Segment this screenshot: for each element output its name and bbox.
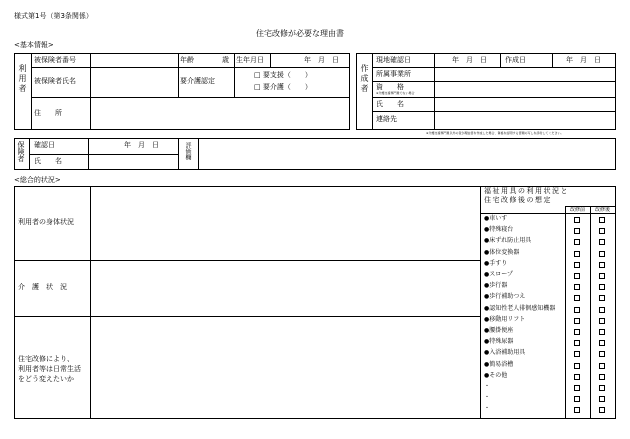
before-checkbox[interactable] bbox=[574, 396, 580, 402]
goal-field[interactable] bbox=[92, 318, 478, 417]
body-status-field[interactable] bbox=[92, 188, 478, 258]
birth-date-label: 生年月日 bbox=[236, 56, 264, 64]
after-checkbox[interactable] bbox=[599, 217, 605, 223]
site-check-date-label: 現地確認日 bbox=[376, 56, 411, 64]
before-checkbox[interactable] bbox=[574, 239, 580, 245]
before-checkbox[interactable] bbox=[574, 251, 580, 257]
created-date-label: 作成日 bbox=[505, 56, 526, 64]
welfare-item-label: ●体位変換器 bbox=[484, 248, 520, 256]
care-status-field[interactable] bbox=[92, 262, 478, 314]
evaluation-label: 評価欄 bbox=[184, 142, 191, 160]
welfare-item-label: ●歩行補助つえ bbox=[484, 293, 526, 301]
address-field[interactable] bbox=[92, 99, 348, 129]
after-checkbox[interactable] bbox=[599, 307, 605, 313]
welfare-item-label: ●スロープ bbox=[484, 271, 513, 278]
after-checkbox[interactable] bbox=[599, 407, 605, 413]
welfare-item-label: ●認知性老人徘徊感知機器 bbox=[484, 304, 556, 312]
after-checkbox[interactable] bbox=[599, 262, 605, 268]
before-checkbox[interactable] bbox=[574, 217, 580, 223]
after-checkbox[interactable] bbox=[599, 340, 605, 346]
insured-number-field[interactable] bbox=[92, 55, 176, 66]
welfare-item-label: ●その他 bbox=[484, 371, 508, 379]
created-date-value[interactable]: 年 月 日 bbox=[566, 56, 601, 64]
before-checkbox[interactable] bbox=[574, 385, 580, 391]
care-option[interactable]: □ 要介護（ ） bbox=[254, 83, 312, 91]
after-checkbox[interactable] bbox=[599, 396, 605, 402]
after-checkbox[interactable] bbox=[599, 318, 605, 324]
before-checkbox[interactable] bbox=[574, 363, 580, 369]
welfare-item-label: ・ bbox=[484, 383, 491, 390]
welfare-item-label: ●簡易浴槽 bbox=[484, 360, 514, 368]
overall-row-body: 利用者の身体状況 bbox=[18, 218, 74, 226]
welfare-item-label: ●車いす bbox=[484, 215, 508, 222]
address-label: 住 所 bbox=[34, 109, 62, 117]
welfare-item-label: ●歩行器 bbox=[484, 282, 508, 290]
after-checkbox[interactable] bbox=[599, 374, 605, 380]
before-checkbox[interactable] bbox=[574, 307, 580, 313]
page-title: 住宅改修が必要な理由書 bbox=[256, 29, 344, 38]
welfare-item-label: ●特殊尿器 bbox=[484, 338, 514, 346]
basic-info-label: <基本情報> bbox=[14, 41, 54, 49]
after-checkbox[interactable] bbox=[599, 363, 605, 369]
insured-name-field[interactable] bbox=[92, 69, 176, 96]
after-checkbox[interactable] bbox=[599, 385, 605, 391]
col-before-label: 改修前 bbox=[570, 207, 586, 213]
before-checkbox[interactable] bbox=[574, 284, 580, 290]
birth-date-value[interactable]: 年 月 日 bbox=[304, 56, 339, 64]
site-check-date-value[interactable]: 年 月 日 bbox=[452, 56, 487, 64]
welfare-item-label: ●入浴補助用具 bbox=[484, 349, 526, 357]
after-checkbox[interactable] bbox=[599, 239, 605, 245]
after-checkbox[interactable] bbox=[599, 329, 605, 335]
after-checkbox[interactable] bbox=[599, 284, 605, 290]
col-after-label: 改修後 bbox=[595, 207, 611, 213]
qualification-label: 資 格 bbox=[376, 83, 404, 91]
before-checkbox[interactable] bbox=[574, 273, 580, 279]
welfare-item-label: ・ bbox=[484, 405, 491, 413]
user-group-label: 利用者 bbox=[18, 64, 27, 94]
welfare-item-label: ・ bbox=[484, 394, 491, 402]
contact-label: 連絡先 bbox=[376, 115, 397, 123]
insurer-check-date-value[interactable]: 年 月 日 bbox=[124, 141, 159, 149]
welfare-item-label: ●手すり bbox=[484, 259, 508, 267]
author-name-label: 氏 名 bbox=[376, 100, 404, 108]
insurer-name-label: 氏 名 bbox=[34, 157, 62, 165]
after-checkbox[interactable] bbox=[599, 295, 605, 301]
before-checkbox[interactable] bbox=[574, 340, 580, 346]
before-checkbox[interactable] bbox=[574, 228, 580, 234]
insurer-group-label: 保険者 bbox=[17, 141, 25, 162]
before-checkbox[interactable] bbox=[574, 318, 580, 324]
insured-number-label: 被保険者番号 bbox=[34, 56, 76, 64]
before-checkbox[interactable] bbox=[574, 374, 580, 380]
author-group-label: 作成者 bbox=[360, 64, 369, 94]
after-checkbox[interactable] bbox=[599, 251, 605, 257]
overall-row-care: 介 護 状 況 bbox=[18, 283, 67, 291]
welfare-item-label: ●腰掛便座 bbox=[484, 327, 514, 334]
after-checkbox[interactable] bbox=[599, 273, 605, 279]
welfare-item-label: ●床ずれ防止用具 bbox=[484, 237, 532, 245]
before-checkbox[interactable] bbox=[574, 262, 580, 268]
welfare-header-1: 福祉用具の利用状況と bbox=[484, 187, 569, 195]
welfare-item-label: ●移動用リフト bbox=[484, 315, 526, 323]
overall-row-goal: 住宅改修により、 利用者等は日常生活 をどう変えたいか bbox=[18, 355, 81, 383]
evaluation-field[interactable] bbox=[200, 140, 614, 168]
author-footnote: ※介護支援専門員以外の者が理由書を作成した場合、資格を証明する書類の写しを添付してください。 bbox=[426, 131, 564, 135]
form-number: 様式第1号（第3条関係） bbox=[14, 12, 93, 20]
before-checkbox[interactable] bbox=[574, 295, 580, 301]
before-checkbox[interactable] bbox=[574, 351, 580, 357]
office-label: 所属事業所 bbox=[376, 70, 411, 78]
qualification-note: ※介護支援専門員でない場合 bbox=[376, 91, 415, 95]
support-option[interactable]: □ 要支援（ ） bbox=[254, 71, 312, 79]
before-checkbox[interactable] bbox=[574, 329, 580, 335]
care-level-label: 要介護認定 bbox=[180, 77, 215, 85]
age-label: 年齢 bbox=[180, 56, 194, 64]
welfare-header-2: 住宅改修後の想定 bbox=[484, 196, 552, 204]
insurer-check-date-label: 確認日 bbox=[34, 141, 55, 149]
overall-label: <総合的状況> bbox=[14, 176, 61, 184]
after-checkbox[interactable] bbox=[599, 228, 605, 234]
insured-name-label: 被保険者氏名 bbox=[34, 77, 76, 85]
before-checkbox[interactable] bbox=[574, 407, 580, 413]
after-checkbox[interactable] bbox=[599, 351, 605, 357]
age-unit: 歳 bbox=[222, 56, 229, 64]
welfare-item-label: ●特殊寝台 bbox=[484, 226, 514, 234]
